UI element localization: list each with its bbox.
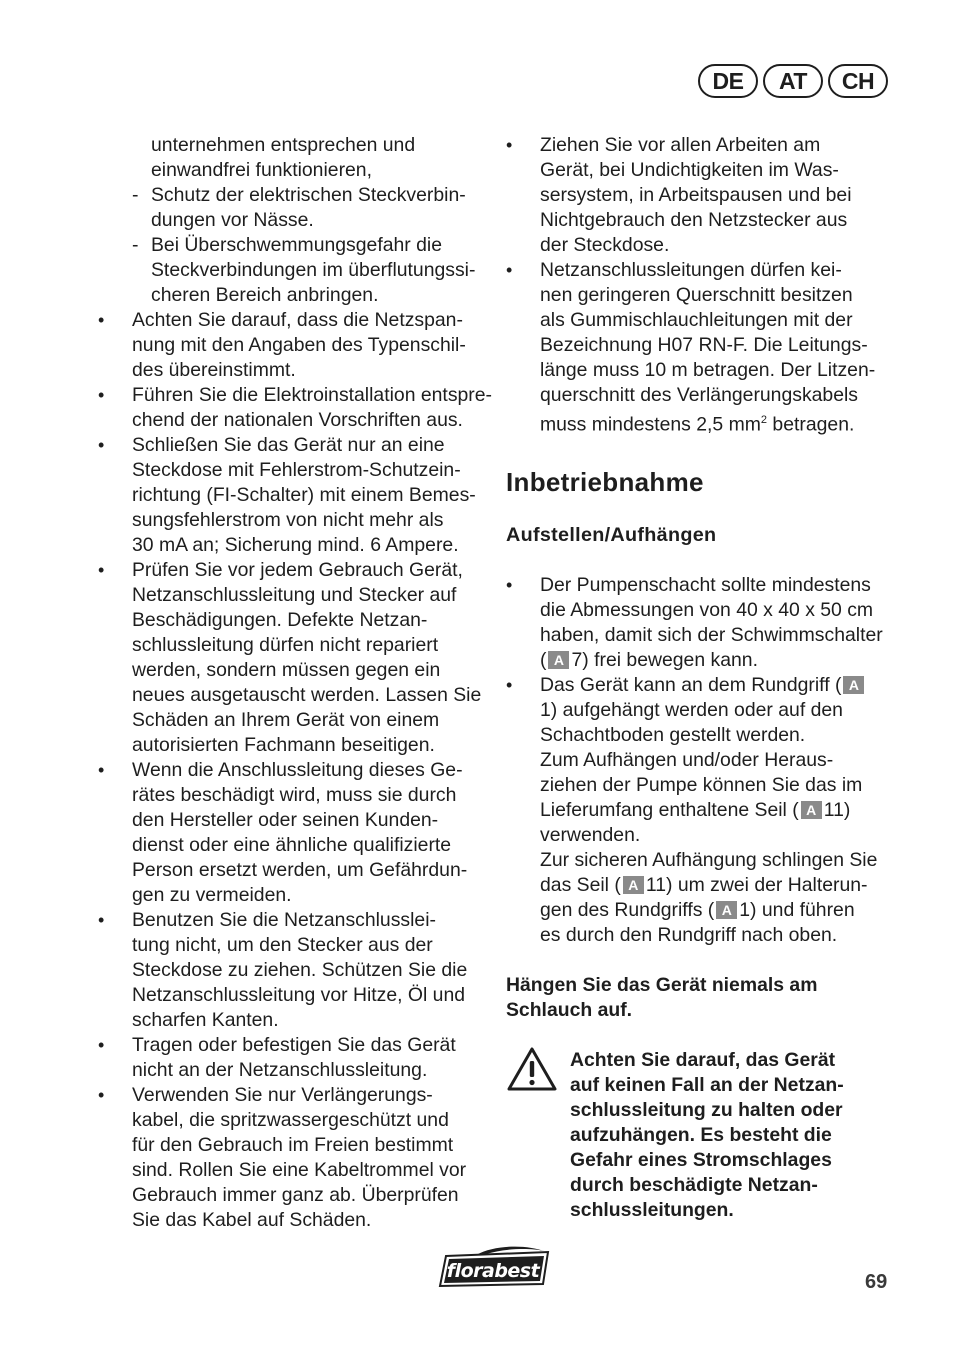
text-line: die Abmessungen von 40 x 40 x 50 cm bbox=[540, 599, 874, 622]
text-line: als Gummischlauchleitungen mit der bbox=[540, 309, 853, 331]
bold-note bbox=[506, 973, 898, 1023]
text-segment: Lieferumfang enthaltene Seil ( bbox=[540, 799, 799, 822]
text-line: einwandfrei funktionieren, bbox=[151, 159, 372, 181]
text-segment: ( bbox=[540, 649, 547, 672]
figure-a-badge-icon: A bbox=[623, 876, 644, 894]
bullet-marker: • bbox=[98, 385, 105, 405]
text-line: Schlauch auf. bbox=[506, 999, 633, 1022]
text-line: sungsfehlerstrom von nicht mehr als bbox=[132, 509, 444, 531]
text-line: verwenden. bbox=[540, 824, 641, 847]
section-title: Inbetriebnahme bbox=[506, 467, 704, 498]
text-line: nen geringeren Querschnitt besitzen bbox=[540, 284, 853, 306]
bullet-marker: • bbox=[98, 435, 105, 455]
text-segment: das Seil ( bbox=[540, 874, 621, 897]
text-line: Person ersetzt werden, um Gefährdun- bbox=[132, 859, 468, 881]
text-line: Sie das Kabel auf Schäden. bbox=[132, 1209, 372, 1231]
text-segment: 11) bbox=[823, 799, 851, 822]
text-line: cheren Bereich anbringen. bbox=[151, 284, 379, 306]
text-line: Führen Sie die Elektroinstallation entspre- bbox=[132, 384, 492, 406]
left-bullet-list bbox=[98, 308, 492, 1233]
text-line: dienst oder eine ähnliche qualifizierte bbox=[132, 834, 452, 856]
text-line: durch beschädigte Netzan- bbox=[570, 1174, 818, 1197]
text-line: sind. Rollen Sie eine Kabeltrommel vor bbox=[132, 1159, 467, 1181]
text-line bbox=[506, 798, 898, 823]
text-line: Benutzen Sie die Netzanschlusslei- bbox=[132, 909, 436, 931]
text-line: Gebrauch immer ganz ab. Überprüfen bbox=[132, 1184, 459, 1206]
list-item bbox=[98, 308, 488, 383]
text-line: unternehmen entsprechen und bbox=[151, 134, 416, 156]
list-item bbox=[506, 258, 898, 437]
text-line: tung nicht, um den Stecker aus der bbox=[132, 934, 433, 956]
country-tag-at: AT bbox=[763, 64, 823, 98]
text-line: werden, sondern müssen gegen ein bbox=[132, 659, 441, 681]
text-line: schlussleitungen. bbox=[570, 1199, 734, 1222]
bullet-marker: • bbox=[98, 1085, 105, 1105]
list-item bbox=[98, 908, 488, 1033]
text-line: Steckverbindungen im überflutungssi- bbox=[151, 259, 476, 281]
list-item bbox=[98, 758, 488, 908]
text-segment: Das Gerät kann an dem Rundgriff ( bbox=[540, 674, 842, 697]
figure-a-badge-icon: A bbox=[843, 676, 864, 694]
text-line: Netzanschlussleitung und Stecker auf bbox=[132, 584, 457, 606]
text-line: Bezeichnung H07 RN-F. Die Leitungs- bbox=[540, 334, 868, 356]
text-line: scharfen Kanten. bbox=[132, 1009, 279, 1031]
text-line: Ziehen Sie vor allen Arbeiten am bbox=[540, 134, 821, 156]
dash-marker: - bbox=[132, 234, 139, 256]
figure-a-badge-icon: A bbox=[716, 901, 737, 919]
text-line bbox=[506, 648, 898, 673]
text-line: für den Gebrauch im Freien bestimmt bbox=[132, 1134, 454, 1156]
text-line: Verwenden Sie nur Verlängerungs- bbox=[132, 1084, 433, 1106]
list-item bbox=[98, 433, 488, 558]
dash-marker: - bbox=[132, 184, 139, 206]
country-tag-ch: CH bbox=[828, 64, 888, 98]
text-line: gen zu vermeiden. bbox=[132, 884, 292, 906]
list-item bbox=[506, 133, 898, 258]
bullet-marker: • bbox=[98, 760, 105, 780]
text-line: Achten Sie darauf, dass die Netzspan- bbox=[132, 309, 463, 331]
sub-list-item bbox=[98, 183, 488, 233]
list-item bbox=[98, 1083, 488, 1233]
text-line bbox=[506, 873, 898, 898]
list-item bbox=[98, 558, 488, 758]
text-line: es durch den Rundgriff nach oben. bbox=[540, 924, 838, 947]
list-item bbox=[506, 573, 898, 673]
text-line: Schließen Sie das Gerät nur an eine bbox=[132, 434, 445, 456]
bullet-marker: • bbox=[98, 910, 105, 930]
text-segment: gen des Rundgriffs ( bbox=[540, 899, 715, 922]
text-line: Achten Sie darauf, das Gerät bbox=[570, 1049, 836, 1072]
figure-a-badge-icon: A bbox=[801, 801, 822, 819]
bullet-marker: • bbox=[98, 560, 105, 580]
text-line: aufzuhängen. Es besteht die bbox=[570, 1124, 832, 1147]
text-line: Gerät, bei Undichtigkeiten im Was- bbox=[540, 159, 839, 181]
country-tags bbox=[698, 64, 888, 98]
text-line: schlussleitung dürfen nicht repariert bbox=[132, 634, 439, 656]
text-line: schlussleitung zu halten oder bbox=[570, 1099, 843, 1122]
text-line: der Steckdose. bbox=[540, 234, 670, 256]
text-line: Beschädigungen. Defekte Netzan- bbox=[132, 609, 428, 631]
bullet-marker: • bbox=[506, 575, 513, 596]
superscript: 2 bbox=[760, 414, 768, 426]
text-line: rätes beschädigt wird, muss sie durch bbox=[132, 784, 457, 806]
text-line: richtung (FI-Schalter) mit einem Bemes- bbox=[132, 484, 476, 506]
text-line: Schutz der elektrischen Steckverbin- bbox=[151, 184, 466, 206]
text-line: Schachtboden gestellt werden. bbox=[540, 724, 806, 747]
text-segment: 7) frei bewegen kann. bbox=[571, 649, 758, 672]
text-line bbox=[506, 898, 898, 923]
text-line: des übereinstimmt. bbox=[132, 359, 296, 381]
text-line: autorisierten Fachmann beseitigen. bbox=[132, 734, 435, 756]
text-line: sersystem, in Arbeitspausen und bei bbox=[540, 184, 852, 206]
bullet-marker: • bbox=[98, 310, 105, 330]
text-line: auf keinen Fall an der Netzan- bbox=[570, 1074, 844, 1097]
bullet-marker: • bbox=[506, 260, 513, 280]
text-segment: 1) und führen bbox=[739, 899, 855, 922]
text-line: Prüfen Sie vor jedem Gebrauch Gerät, bbox=[132, 559, 463, 581]
continued-text bbox=[98, 133, 488, 183]
sub-list-item bbox=[98, 233, 488, 308]
bullet-marker: • bbox=[506, 135, 513, 155]
text-segment: betragen. bbox=[767, 413, 855, 436]
text-line: Schäden an Ihrem Gerät von einem bbox=[132, 709, 440, 731]
text-line: Der Pumpenschacht sollte mindestens bbox=[540, 574, 871, 597]
text-segment: muss mindestens 2,5 mm bbox=[540, 413, 761, 436]
subsection-title: Aufstellen/Aufhängen bbox=[506, 524, 717, 547]
text-line: 1) aufgehängt werden oder auf den bbox=[540, 699, 843, 722]
figure-a-badge-icon: A bbox=[548, 651, 569, 669]
text-line: Netzanschlussleitungen dürfen kei- bbox=[540, 259, 842, 281]
list-item bbox=[506, 673, 898, 948]
text-line: chend der nationalen Vorschriften aus. bbox=[132, 409, 463, 431]
text-line: Tragen oder befestigen Sie das Gerät bbox=[132, 1034, 456, 1056]
warning-triangle-icon bbox=[506, 1046, 558, 1092]
list-item bbox=[98, 383, 492, 433]
text-line: ziehen der Pumpe können Sie das im bbox=[540, 774, 863, 797]
text-line: Zur sicheren Aufhängung schlingen Sie bbox=[540, 849, 878, 872]
florabest-logo bbox=[436, 1242, 552, 1290]
text-line: neues ausgetauscht werden. Lassen Sie bbox=[132, 684, 482, 706]
text-line: Gefahr eines Stromschlages bbox=[570, 1149, 832, 1172]
text-line bbox=[506, 673, 898, 698]
text-line: kabel, die spritzwassergeschützt und bbox=[132, 1109, 449, 1131]
list-item bbox=[98, 1033, 488, 1083]
text-line: länge muss 10 m betragen. Der Litzen- bbox=[540, 359, 876, 381]
text-line: 30 mA an; Sicherung mind. 6 Ampere. bbox=[132, 534, 459, 556]
text-line: Hängen Sie das Gerät niemals am bbox=[506, 974, 818, 997]
text-line bbox=[506, 408, 898, 437]
text-line: nung mit den Angaben des Typenschil- bbox=[132, 334, 466, 356]
text-line: Steckdose mit Fehlerstrom-Schutzein- bbox=[132, 459, 461, 481]
text-line: Bei Überschwemmungsgefahr die bbox=[151, 234, 443, 256]
text-line: den Hersteller oder seinen Kunden- bbox=[132, 809, 439, 831]
text-line: Zum Aufhängen und/oder Heraus- bbox=[540, 749, 834, 772]
text-line: Steckdose zu ziehen. Schützen Sie die bbox=[132, 959, 468, 981]
bullet-marker: • bbox=[98, 1035, 105, 1055]
text-line: Netzanschlussleitung vor Hitze, Öl und bbox=[132, 984, 466, 1006]
text-segment: 11) um zwei der Halterun- bbox=[645, 874, 868, 897]
country-tag-de: DE bbox=[698, 64, 758, 98]
warning-block bbox=[506, 1048, 898, 1223]
bullet-marker: • bbox=[506, 675, 513, 696]
page-number: 69 bbox=[865, 1271, 888, 1293]
left-column bbox=[98, 133, 492, 1233]
text-line: Wenn die Anschlussleitung dieses Ge- bbox=[132, 759, 463, 781]
text-line: nicht an der Netzanschlussleitung. bbox=[132, 1059, 428, 1081]
text-line: querschnitt des Verlängerungskabels bbox=[540, 384, 858, 406]
text-line: Nichtgebrauch den Netzstecker aus bbox=[540, 209, 848, 231]
right-column bbox=[506, 133, 898, 1223]
text-line: dungen vor Nässe. bbox=[151, 209, 314, 231]
text-line: haben, damit sich der Schwimmschalter bbox=[540, 624, 883, 647]
logo-text: florabest bbox=[446, 1260, 540, 1282]
